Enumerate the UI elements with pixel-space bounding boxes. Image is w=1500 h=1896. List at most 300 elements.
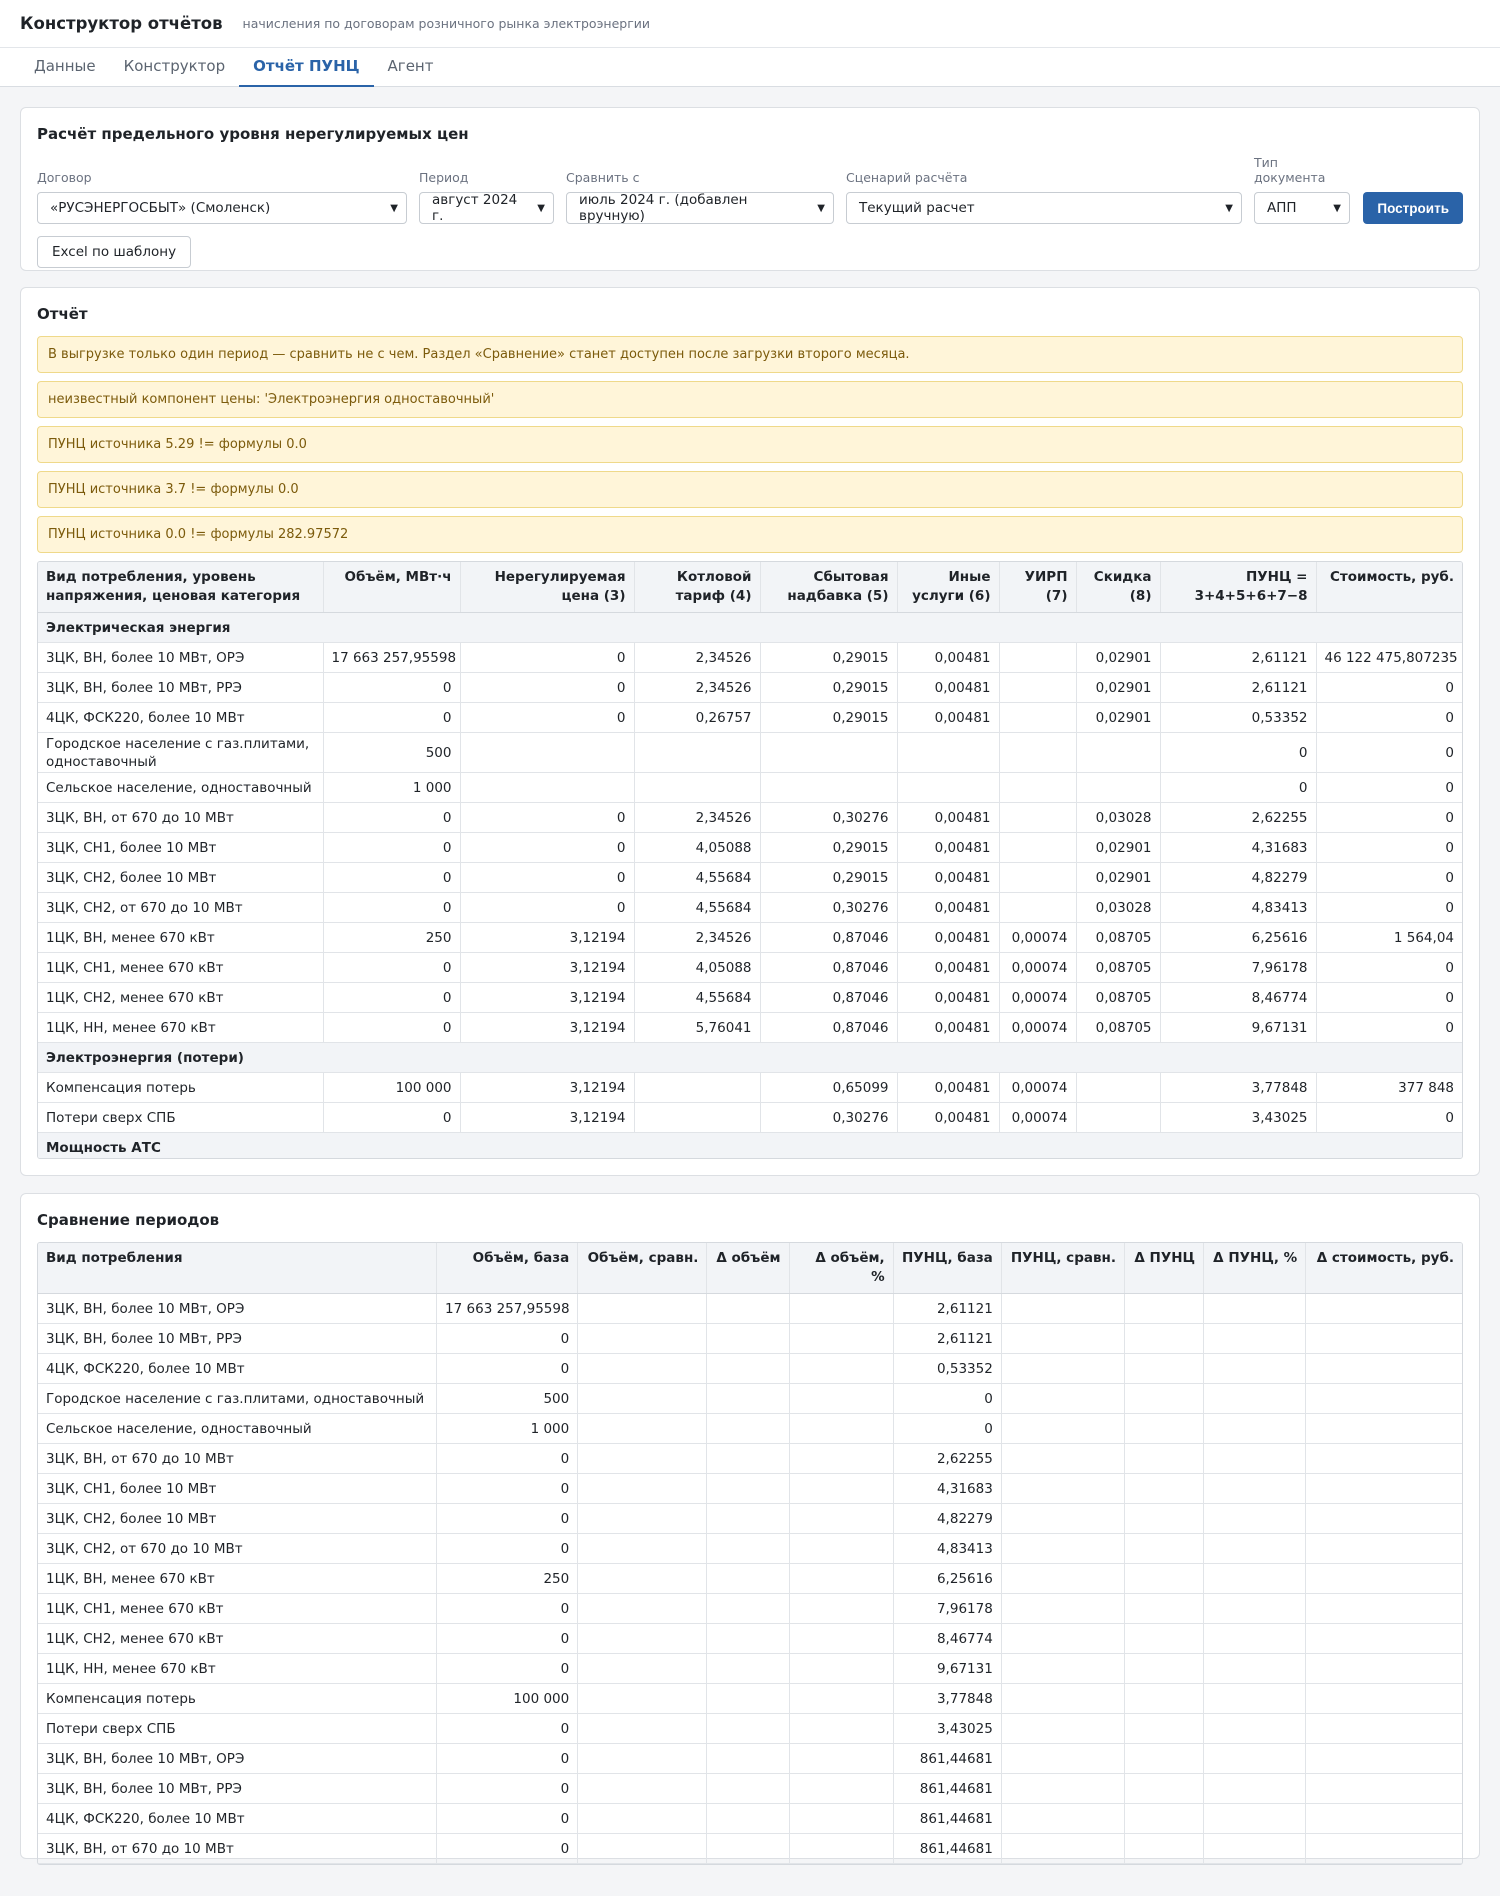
table-cell	[578, 1444, 707, 1474]
table-cell: 0	[437, 1804, 578, 1834]
table-cell	[578, 1534, 707, 1564]
table-cell: 500	[437, 1384, 578, 1414]
comparison-title: Сравнение периодов	[37, 1211, 220, 1229]
tab-bar	[0, 48, 1500, 87]
table-cell: 250	[323, 923, 460, 953]
table-cell: 0	[460, 703, 634, 733]
table-cell	[1001, 1834, 1124, 1864]
table-row	[38, 1474, 1462, 1504]
table-cell: 3ЦК, СН2, более 10 МВт	[38, 863, 323, 893]
table-cell: 861,44681	[893, 1834, 1001, 1864]
table-cell	[1204, 1474, 1306, 1504]
table-cell	[789, 1744, 893, 1774]
table-cell: 3ЦК, СН2, от 670 до 10 МВт	[38, 893, 323, 923]
compare-value: июль 2024 г. (добавлен вручную)	[579, 192, 748, 224]
table-cell	[1124, 1774, 1203, 1804]
table-cell	[897, 733, 999, 773]
table-cell: 0,08705	[1076, 923, 1160, 953]
tab-data[interactable]: Данные	[34, 57, 96, 75]
table-cell	[1124, 1324, 1203, 1354]
table-cell	[1124, 1804, 1203, 1834]
table-cell	[1124, 1654, 1203, 1684]
table-cell	[578, 1684, 707, 1714]
table-cell: 1 000	[323, 773, 460, 803]
period-field	[419, 170, 554, 224]
table-cell	[1204, 1294, 1306, 1324]
table-cell: 377 848	[1316, 1073, 1462, 1103]
col-header: Котловой тариф (4)	[634, 562, 760, 613]
col-header: Иные услуги (6)	[897, 562, 999, 613]
table-cell: 0	[437, 1504, 578, 1534]
table-cell: 4ЦК, ФСК220, более 10 МВт	[38, 1354, 437, 1384]
tab-agent[interactable]: Агент	[387, 57, 434, 75]
doc-type-select[interactable]	[1254, 192, 1350, 224]
table-row	[38, 893, 1462, 923]
table-cell: 1 000	[437, 1414, 578, 1444]
table-cell: 0	[1316, 733, 1462, 773]
report-table-wrap[interactable]	[37, 561, 1463, 1159]
table-cell: 46 122 475,807235	[1316, 643, 1462, 673]
table-cell	[578, 1744, 707, 1774]
table-cell	[1204, 1684, 1306, 1714]
compare-select[interactable]	[566, 192, 834, 224]
table-cell	[1204, 1594, 1306, 1624]
table-cell	[789, 1474, 893, 1504]
table-cell: 2,61121	[1160, 673, 1316, 703]
table-cell	[1204, 1624, 1306, 1654]
col-header: Δ ПУНЦ	[1124, 1243, 1203, 1294]
table-cell: 0,29015	[760, 643, 897, 673]
table-cell	[897, 773, 999, 803]
table-cell: 0,26757	[634, 703, 760, 733]
section-label: Электроэнергия (потери)	[38, 1043, 1462, 1073]
table-cell: 0	[1316, 893, 1462, 923]
table-cell	[634, 733, 760, 773]
excel-template-button[interactable]: Excel по шаблону	[37, 236, 191, 268]
table-cell	[578, 1564, 707, 1594]
table-cell: 4,82279	[893, 1504, 1001, 1534]
table-cell	[789, 1594, 893, 1624]
table-cell	[1124, 1714, 1203, 1744]
table-cell: 8,46774	[1160, 983, 1316, 1013]
table-cell	[1001, 1354, 1124, 1384]
table-cell: 0	[1316, 983, 1462, 1013]
report-header-row	[38, 562, 1462, 613]
table-cell: 0,00481	[897, 893, 999, 923]
table-cell: 4ЦК, ФСК220, более 10 МВт	[38, 703, 323, 733]
table-cell	[1306, 1834, 1462, 1864]
table-cell	[1306, 1714, 1462, 1744]
chevron-down-icon: ▼	[537, 202, 545, 214]
table-cell	[1204, 1384, 1306, 1414]
table-cell: 0,53352	[1160, 703, 1316, 733]
table-cell: 1ЦК, СН1, менее 670 кВт	[38, 953, 323, 983]
table-cell	[1001, 1384, 1124, 1414]
table-cell	[578, 1384, 707, 1414]
table-cell	[578, 1474, 707, 1504]
table-cell	[999, 673, 1076, 703]
table-row	[38, 1103, 1462, 1133]
table-cell: 3,12194	[460, 953, 634, 983]
table-cell: 0,02901	[1076, 703, 1160, 733]
table-cell: 2,34526	[634, 673, 760, 703]
table-cell: 0	[437, 1444, 578, 1474]
table-row	[38, 1414, 1462, 1444]
table-cell	[707, 1624, 789, 1654]
table-cell	[460, 773, 634, 803]
table-cell	[760, 773, 897, 803]
table-cell	[460, 733, 634, 773]
table-cell: 3,43025	[893, 1714, 1001, 1744]
table-cell	[1001, 1324, 1124, 1354]
section-row	[38, 1133, 1462, 1160]
comparison-table	[38, 1243, 1462, 1864]
table-cell	[1076, 773, 1160, 803]
col-header: Объём, база	[437, 1243, 578, 1294]
table-cell: 0	[437, 1834, 578, 1864]
table-cell: 5,76041	[634, 1013, 760, 1043]
table-cell	[707, 1564, 789, 1594]
table-cell: 2,61121	[893, 1294, 1001, 1324]
col-header: УИРП (7)	[999, 562, 1076, 613]
table-cell	[1204, 1834, 1306, 1864]
report-card	[20, 287, 1480, 1176]
comparison-table-wrap	[37, 1242, 1463, 1865]
calc-form-row	[37, 155, 1463, 224]
table-cell: 2,61121	[893, 1324, 1001, 1354]
table-cell	[1001, 1564, 1124, 1594]
table-cell	[1306, 1324, 1462, 1354]
chevron-down-icon: ▼	[390, 202, 398, 214]
table-row	[38, 1804, 1462, 1834]
table-cell	[1306, 1294, 1462, 1324]
table-cell	[1076, 1073, 1160, 1103]
table-cell	[707, 1834, 789, 1864]
table-row	[38, 1564, 1462, 1594]
table-cell	[789, 1714, 893, 1744]
table-cell: 0	[323, 893, 460, 923]
table-cell	[1001, 1654, 1124, 1684]
chevron-down-icon: ▼	[1225, 202, 1233, 214]
table-cell	[578, 1324, 707, 1354]
table-row	[38, 1354, 1462, 1384]
table-cell	[707, 1474, 789, 1504]
table-cell: 0	[437, 1774, 578, 1804]
chevron-down-icon: ▼	[1333, 202, 1341, 214]
table-cell: 4,83413	[1160, 893, 1316, 923]
table-cell	[789, 1354, 893, 1384]
report-title: Отчёт	[37, 305, 88, 323]
table-cell: 3ЦК, ВН, от 670 до 10 МВт	[38, 1444, 437, 1474]
table-cell	[1204, 1744, 1306, 1774]
table-cell	[1124, 1504, 1203, 1534]
table-cell: 0,29015	[760, 673, 897, 703]
table-row	[38, 1834, 1462, 1864]
col-header: Сбытовая надбавка (5)	[760, 562, 897, 613]
table-cell: 0,00481	[897, 1013, 999, 1043]
table-cell: 1 564,04	[1316, 923, 1462, 953]
table-cell: 3ЦК, ВН, более 10 МВт, РРЭ	[38, 1324, 437, 1354]
tab-punc-report[interactable]: Отчёт ПУНЦ	[239, 48, 373, 87]
table-cell	[999, 833, 1076, 863]
table-row	[38, 1774, 1462, 1804]
table-row	[38, 1654, 1462, 1684]
table-cell	[1204, 1324, 1306, 1354]
table-cell	[1001, 1444, 1124, 1474]
table-cell: 1ЦК, СН2, менее 670 кВт	[38, 983, 323, 1013]
table-cell: 4,55684	[634, 983, 760, 1013]
table-cell	[1306, 1474, 1462, 1504]
table-cell	[1306, 1744, 1462, 1774]
section-label: Электрическая энергия	[38, 613, 1462, 643]
table-cell: 4,82279	[1160, 863, 1316, 893]
col-header: Δ объём, %	[789, 1243, 893, 1294]
table-cell	[789, 1324, 893, 1354]
table-cell: 0,02901	[1076, 833, 1160, 863]
table-cell: 4ЦК, ФСК220, более 10 МВт	[38, 1804, 437, 1834]
table-cell: 3ЦК, СН1, более 10 МВт	[38, 1474, 437, 1504]
table-cell: 0,00074	[999, 1013, 1076, 1043]
table-cell	[789, 1804, 893, 1834]
table-cell: 3,43025	[1160, 1103, 1316, 1133]
table-cell: 0,08705	[1076, 983, 1160, 1013]
comparison-card	[20, 1193, 1480, 1859]
table-cell	[789, 1534, 893, 1564]
table-cell	[707, 1324, 789, 1354]
table-cell: 0	[1316, 1013, 1462, 1043]
table-cell: 0,53352	[893, 1354, 1001, 1384]
table-cell	[1204, 1564, 1306, 1594]
table-cell	[1001, 1504, 1124, 1534]
table-cell	[1076, 733, 1160, 773]
table-cell	[789, 1414, 893, 1444]
table-cell: 6,25616	[1160, 923, 1316, 953]
table-cell: 0	[323, 863, 460, 893]
table-cell: 0	[460, 643, 634, 673]
table-cell	[1001, 1714, 1124, 1744]
table-cell: 0,00481	[897, 1073, 999, 1103]
col-header: Вид потребления	[38, 1243, 437, 1294]
table-cell: 17 663 257,95598	[323, 643, 460, 673]
col-header: Δ стоимость, руб.	[1306, 1243, 1462, 1294]
table-cell	[1204, 1354, 1306, 1384]
table-cell	[707, 1804, 789, 1834]
table-cell	[1001, 1624, 1124, 1654]
table-row	[38, 803, 1462, 833]
section-row	[38, 1043, 1462, 1073]
col-header: Нерегулируемая цена (3)	[460, 562, 634, 613]
table-cell	[999, 643, 1076, 673]
table-cell	[1306, 1654, 1462, 1684]
contract-value: «РУСЭНЕРГОСБЫТ» (Смоленск)	[50, 200, 271, 216]
table-cell	[1306, 1594, 1462, 1624]
col-header: Объём, МВт·ч	[323, 562, 460, 613]
table-row	[38, 1073, 1462, 1103]
table-cell	[789, 1564, 893, 1594]
table-cell	[999, 893, 1076, 923]
table-cell	[1204, 1504, 1306, 1534]
table-cell	[634, 773, 760, 803]
table-cell: 0	[1316, 1103, 1462, 1133]
compare-field	[566, 170, 834, 224]
table-cell: 250	[437, 1564, 578, 1594]
table-cell: 0	[893, 1384, 1001, 1414]
table-row	[38, 643, 1462, 673]
scenario-value: Текущий расчет	[859, 200, 975, 216]
table-cell: 0,02901	[1076, 863, 1160, 893]
table-cell	[1204, 1774, 1306, 1804]
report-table	[38, 562, 1462, 1159]
table-cell	[707, 1534, 789, 1564]
table-cell: 0	[437, 1744, 578, 1774]
table-cell	[1204, 1714, 1306, 1744]
table-row	[38, 1504, 1462, 1534]
table-cell: 0	[323, 673, 460, 703]
table-cell	[1306, 1534, 1462, 1564]
table-row	[38, 983, 1462, 1013]
table-cell	[1124, 1624, 1203, 1654]
build-button[interactable]: Построить	[1363, 192, 1463, 224]
table-cell	[1124, 1294, 1203, 1324]
table-row	[38, 773, 1462, 803]
table-row	[38, 1534, 1462, 1564]
table-cell: 4,31683	[893, 1474, 1001, 1504]
table-cell	[1124, 1594, 1203, 1624]
col-header: Δ объём	[707, 1243, 789, 1294]
table-cell: 3ЦК, СН2, более 10 МВт	[38, 1504, 437, 1534]
table-row	[38, 1744, 1462, 1774]
table-row	[38, 1444, 1462, 1474]
table-cell: Сельское население, одноставочный	[38, 773, 323, 803]
table-cell	[1306, 1684, 1462, 1714]
table-cell	[1306, 1774, 1462, 1804]
tab-constructor[interactable]: Конструктор	[123, 57, 226, 75]
table-cell: 4,31683	[1160, 833, 1316, 863]
table-cell: 0,08705	[1076, 953, 1160, 983]
table-row	[38, 1324, 1462, 1354]
scenario-label: Сценарий расчёта	[846, 170, 968, 185]
table-cell: 4,05088	[634, 833, 760, 863]
table-cell: 0,65099	[760, 1073, 897, 1103]
table-row	[38, 1684, 1462, 1714]
table-cell	[1124, 1474, 1203, 1504]
table-row	[38, 953, 1462, 983]
table-cell	[578, 1654, 707, 1684]
table-cell	[1001, 1594, 1124, 1624]
table-cell: 1ЦК, СН2, менее 670 кВт	[38, 1624, 437, 1654]
table-cell: 0,00481	[897, 703, 999, 733]
app-subtitle: начисления по договорам розничного рынка электроэнергии	[242, 16, 651, 31]
table-cell: 0,30276	[760, 893, 897, 923]
table-cell	[1124, 1744, 1203, 1774]
table-cell	[1124, 1384, 1203, 1414]
table-cell: 0	[323, 1013, 460, 1043]
table-row	[38, 1594, 1462, 1624]
doc-type-value: АПП	[1267, 200, 1297, 216]
table-cell: 3ЦК, ВН, более 10 МВт, РРЭ	[38, 673, 323, 703]
table-cell	[578, 1774, 707, 1804]
table-cell: 0	[323, 703, 460, 733]
table-row	[38, 1714, 1462, 1744]
table-cell: 1ЦК, НН, менее 670 кВт	[38, 1654, 437, 1684]
app-header	[0, 0, 1500, 48]
table-cell	[789, 1834, 893, 1864]
table-cell: Потери сверх СПБ	[38, 1714, 437, 1744]
table-cell: 0,00074	[999, 983, 1076, 1013]
table-cell: 0,00481	[897, 673, 999, 703]
table-cell: 0	[437, 1654, 578, 1684]
section-row	[38, 613, 1462, 643]
table-cell: 0,02901	[1076, 643, 1160, 673]
table-cell: 0	[1316, 673, 1462, 703]
table-cell: 0	[460, 803, 634, 833]
table-cell: 0,29015	[760, 863, 897, 893]
table-cell: 1ЦК, СН1, менее 670 кВт	[38, 1594, 437, 1624]
table-cell: 0	[437, 1534, 578, 1564]
table-cell	[634, 1073, 760, 1103]
table-cell: Городское население с газ.плитами, одноставочный	[38, 1384, 437, 1414]
scenario-field	[846, 170, 1242, 224]
table-row	[38, 923, 1462, 953]
table-cell: 3ЦК, ВН, более 10 МВт, РРЭ	[38, 1774, 437, 1804]
table-cell	[1076, 1103, 1160, 1133]
table-cell	[578, 1714, 707, 1744]
table-cell: 0,29015	[760, 703, 897, 733]
table-cell	[999, 733, 1076, 773]
table-cell: 3,12194	[460, 1073, 634, 1103]
table-cell: 0,30276	[760, 803, 897, 833]
table-cell	[1001, 1294, 1124, 1324]
col-header: Объём, сравн.	[578, 1243, 707, 1294]
table-cell: 0,00074	[999, 1103, 1076, 1133]
table-cell	[999, 803, 1076, 833]
scenario-select[interactable]	[846, 192, 1242, 224]
period-select[interactable]	[419, 192, 554, 224]
table-cell	[1001, 1474, 1124, 1504]
table-cell: 3,12194	[460, 923, 634, 953]
table-cell	[999, 863, 1076, 893]
table-cell: 861,44681	[893, 1774, 1001, 1804]
table-cell	[1306, 1444, 1462, 1474]
table-cell: 3ЦК, ВН, более 10 МВт, ОРЭ	[38, 1294, 437, 1324]
table-cell	[1306, 1414, 1462, 1444]
table-row	[38, 1384, 1462, 1414]
table-cell: 17 663 257,95598	[437, 1294, 578, 1324]
table-cell: 3ЦК, СН2, от 670 до 10 МВт	[38, 1534, 437, 1564]
table-cell	[1306, 1804, 1462, 1834]
table-row	[38, 1624, 1462, 1654]
table-cell	[1001, 1684, 1124, 1714]
contract-select[interactable]	[37, 192, 407, 224]
table-cell: 0	[1160, 733, 1316, 773]
col-header: ПУНЦ, сравн.	[1001, 1243, 1124, 1294]
table-cell: 0	[1316, 863, 1462, 893]
table-row	[38, 1013, 1462, 1043]
table-cell: 9,67131	[893, 1654, 1001, 1684]
contract-label: Договор	[37, 170, 92, 185]
table-cell: 4,55684	[634, 893, 760, 923]
table-cell: 100 000	[437, 1684, 578, 1714]
table-cell: 0	[460, 833, 634, 863]
table-cell: 0,29015	[760, 833, 897, 863]
table-cell	[1204, 1444, 1306, 1474]
table-cell: 7,96178	[893, 1594, 1001, 1624]
table-row	[38, 833, 1462, 863]
table-cell: 0,00481	[897, 953, 999, 983]
table-cell	[1001, 1744, 1124, 1774]
table-cell: 0	[323, 1103, 460, 1133]
table-cell	[707, 1414, 789, 1444]
